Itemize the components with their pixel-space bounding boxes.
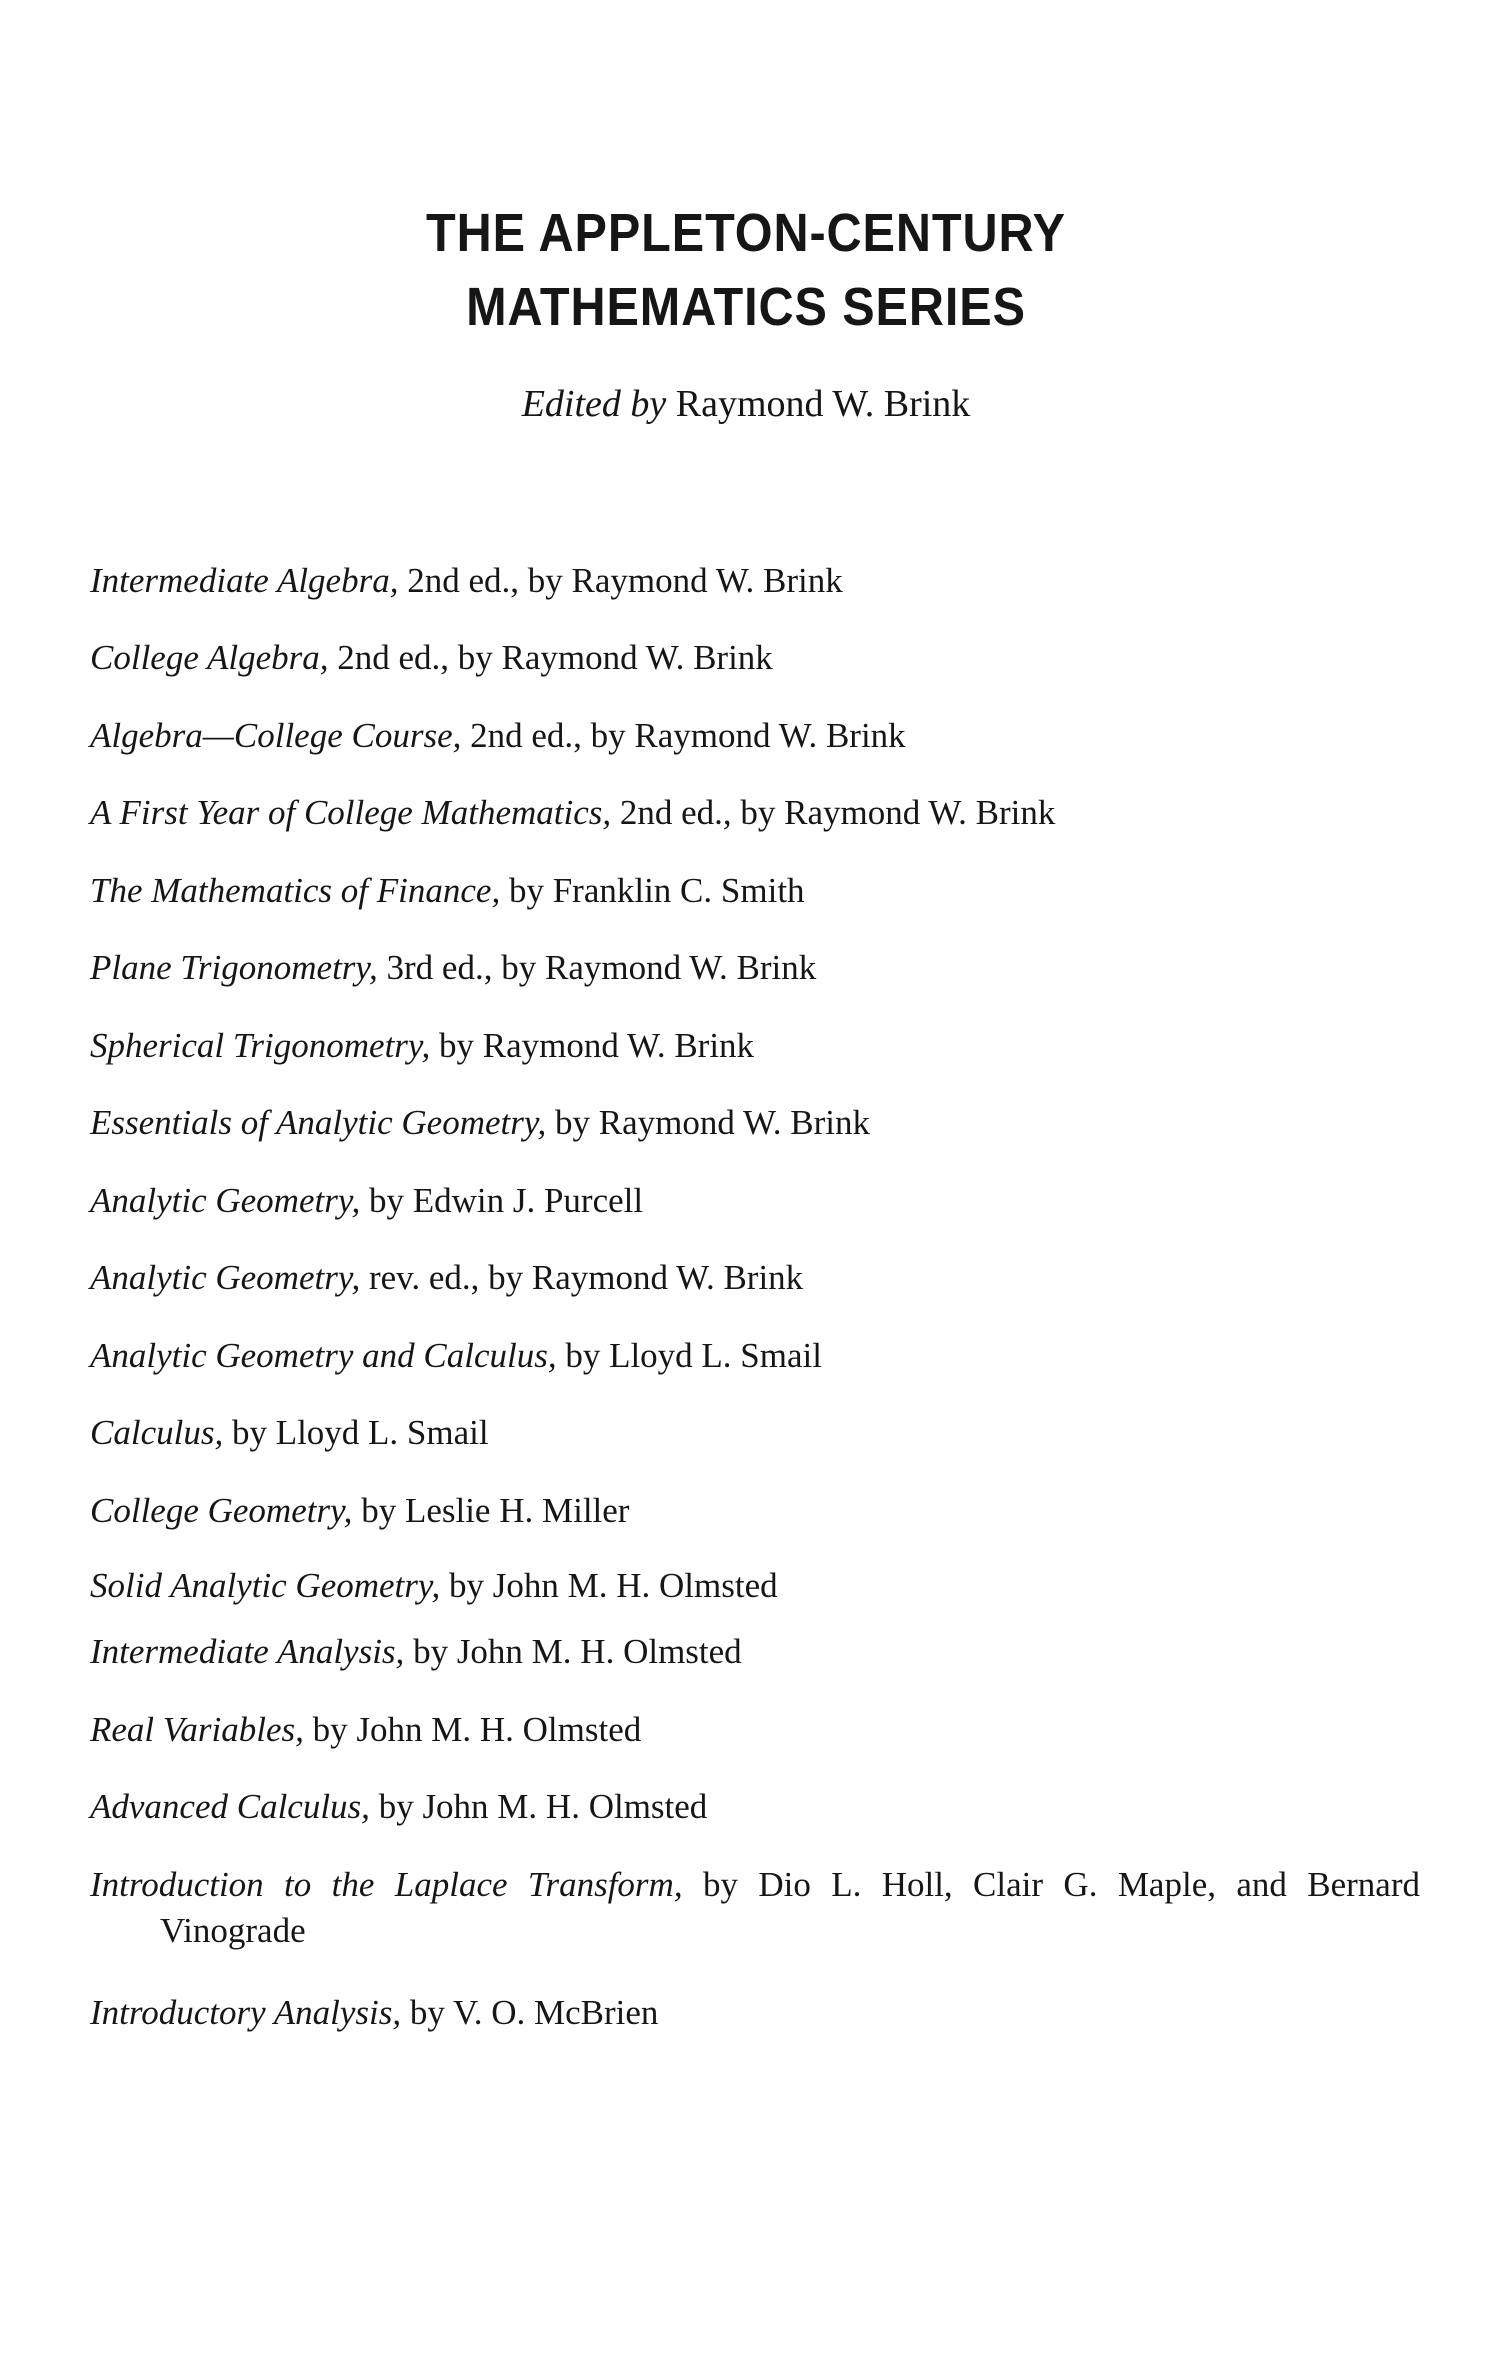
book-title: A First Year of College Mathematics, bbox=[90, 793, 612, 832]
book-title: Analytic Geometry, bbox=[90, 1258, 361, 1297]
book-details: by John M. H. Olmsted bbox=[369, 1787, 708, 1826]
book-entry bbox=[90, 1784, 1420, 1830]
book-title: Analytic Geometry and Calculus, bbox=[90, 1336, 557, 1375]
book-entry bbox=[90, 1488, 1420, 1534]
book-details: 2nd ed., by Raymond W. Brink bbox=[611, 793, 1056, 832]
edited-by-label: Edited by bbox=[521, 383, 667, 425]
book-details: 2nd ed., by Raymond W. Brink bbox=[398, 561, 843, 600]
series-title bbox=[75, 196, 1418, 344]
series-title-line-2: MATHEMATICS SERIES bbox=[466, 277, 1026, 337]
book-entry bbox=[90, 1178, 1420, 1224]
book-title: Intermediate Analysis, bbox=[90, 1632, 405, 1671]
book-title: The Mathematics of Finance, bbox=[90, 871, 501, 910]
book-entry bbox=[90, 1707, 1420, 1753]
book-title: Intermediate Algebra, bbox=[90, 561, 399, 600]
book-title: Solid Analytic Geometry, bbox=[90, 1566, 441, 1605]
book-title: Calculus, bbox=[90, 1413, 224, 1452]
book-details: by Raymond W. Brink bbox=[430, 1026, 755, 1065]
book-entry bbox=[90, 713, 1420, 759]
book-details: 2nd ed., by Raymond W. Brink bbox=[461, 716, 906, 755]
book-details: by V. O. McBrien bbox=[401, 1993, 659, 2032]
book-title: College Geometry, bbox=[90, 1491, 353, 1530]
editor-line bbox=[0, 380, 1492, 428]
book-entry bbox=[90, 945, 1420, 991]
book-entry bbox=[90, 1410, 1420, 1456]
book-entry bbox=[90, 558, 1420, 604]
book-title: Introductory Analysis, bbox=[90, 1993, 402, 2032]
book-details: by John M. H. Olmsted bbox=[303, 1710, 642, 1749]
book-details: by John M. H. Olmsted bbox=[440, 1566, 778, 1605]
book-title: Advanced Calculus, bbox=[90, 1787, 370, 1826]
book-entry bbox=[90, 1990, 1420, 2036]
book-details: by Edwin J. Purcell bbox=[360, 1181, 644, 1220]
book-details: by Dio L. Holl, Clair G. Maple, and Bernard Vinograde bbox=[160, 1865, 1420, 1950]
book-entry bbox=[90, 1023, 1420, 1069]
book-title: Introduction to the Laplace Transform, bbox=[90, 1865, 683, 1904]
book-entry bbox=[90, 1100, 1420, 1146]
book-entry bbox=[90, 1563, 1420, 1609]
book-title: Analytic Geometry, bbox=[90, 1181, 361, 1220]
editor-name: Raymond W. Brink bbox=[675, 383, 971, 425]
book-entry bbox=[90, 868, 1420, 914]
book-title: Essentials of Analytic Geometry, bbox=[90, 1103, 547, 1142]
book-title: College Algebra, bbox=[90, 638, 329, 677]
book-entry bbox=[90, 790, 1420, 836]
book-entry bbox=[90, 1862, 1420, 1954]
book-title: Spherical Trigonometry, bbox=[90, 1026, 431, 1065]
book-title: Real Variables, bbox=[90, 1710, 304, 1749]
book-title: Algebra—College Course, bbox=[90, 716, 462, 755]
book-details: rev. ed., by Raymond W. Brink bbox=[360, 1258, 804, 1297]
book-title: Plane Trigonometry, bbox=[90, 948, 378, 987]
book-details: by Leslie H. Miller bbox=[352, 1491, 630, 1530]
book-details: by Lloyd L. Smail bbox=[223, 1413, 489, 1452]
book-entry bbox=[90, 1629, 1420, 1675]
book-details: by Raymond W. Brink bbox=[546, 1103, 871, 1142]
book-details: 2nd ed., by Raymond W. Brink bbox=[328, 638, 773, 677]
book-entry bbox=[90, 635, 1420, 681]
book-details: by John M. H. Olmsted bbox=[404, 1632, 742, 1671]
book-entry bbox=[90, 1333, 1420, 1379]
book-entry bbox=[90, 1255, 1420, 1301]
book-details: by Lloyd L. Smail bbox=[556, 1336, 822, 1375]
series-title-line-1: THE APPLETON-CENTURY bbox=[426, 203, 1066, 263]
book-details: by Franklin C. Smith bbox=[500, 871, 805, 910]
book-details: 3rd ed., by Raymond W. Brink bbox=[377, 948, 817, 987]
